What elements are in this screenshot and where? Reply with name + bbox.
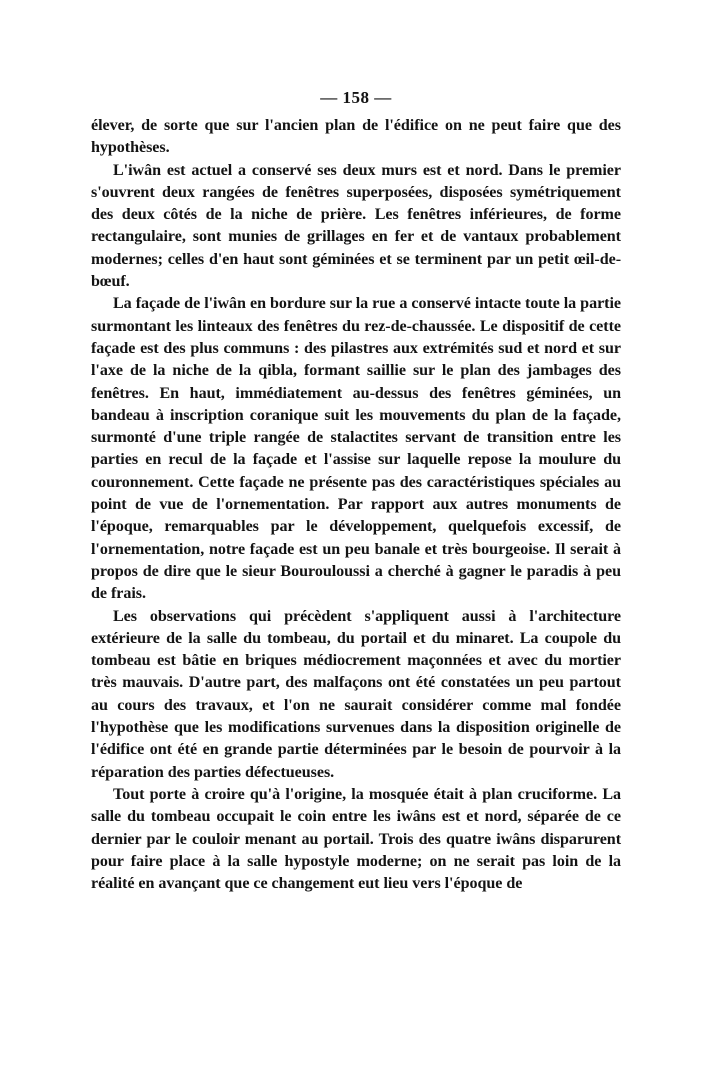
paragraph-iwan-walls: L'iwân est actuel a conservé ses deux murs est et nord. Dans le premier s'ouvrent deux rangées de fenêtres superposées, disposées symétriquement des deux côtés de la niche de prière. Les fenêtres inférieures, de forme rectangulaire, sont munies de grillages en fer et de vantaux probablement modernes; celles d'en haut sont géminées et se terminent par un petit œil-de-bœuf. (91, 161, 621, 291)
paragraph-iwan-facade: La façade de l'iwân en bordure sur la rue a conservé intacte toute la partie surmontant les linteaux des fenêtres du rez-de-chaussée. Le dispositif de cette façade est des plus communs : des pilastres aux extrémités sud et nord et sur l'axe de la niche de la qibla, formant saillie sur le plan des jambages des fenêtres. En haut, immédiatement au-dessus des fenêtres géminées, un bandeau à inscription coranique suit les mouvements du plan de la façade, surmonté d'une triple rangée de stalactites servant de transition entre les parties en recul de la façade et l'assise sur laquelle repose la moulure du couronnement. Cette façade ne présente pas des caractéristiques spéciales au point de vue de l'ornementation. Par rapport aux autres monuments de l'époque, remarquables par le développement, quelquefois excessif, de l'ornementation, notre façade est un peu banale et très bourgeoise. Il serait à propos de dire que le sieur Bourouloussi a cherché à gagner le paradis à peu de frais. (91, 295, 621, 603)
paragraph-continuation: élever, de sorte que sur l'ancien plan de l'édifice on ne peut faire que des hypothèses. (91, 117, 621, 157)
page-number: — 158 — (320, 88, 392, 107)
body-text (91, 115, 621, 895)
paragraph-cruciform-plan: Tout porte à croire qu'à l'origine, la mosquée était à plan cruciforme. La salle du tombeau occupait le coin entre les iwâns est et nord, séparée de ce dernier par le couloir menant au portail. Trois des quatre iwâns disparurent pour faire place à la salle hypostyle moderne; on ne serait pas loin de la réalité en avançant que ce changement eut lieu vers l'époque de (91, 785, 621, 893)
paragraph-exterior-observations: Les observations qui précèdent s'appliquent aussi à l'architecture extérieure de la salle du tombeau, du portail et du minaret. La coupole du tombeau est bâtie en briques médiocrement maçonnées et avec du mortier très mauvais. D'autre part, des malfaçons ont été constatées un peu partout au cours des travaux, et l'on ne saurait considérer comme mal fondée l'hypothèse que les modifications survenues dans la disposition originelle de l'édifice ont été en grande partie déterminées par le besoin de pourvoir à la réparation des parties défectueuses. (91, 607, 621, 781)
book-page (91, 88, 621, 895)
